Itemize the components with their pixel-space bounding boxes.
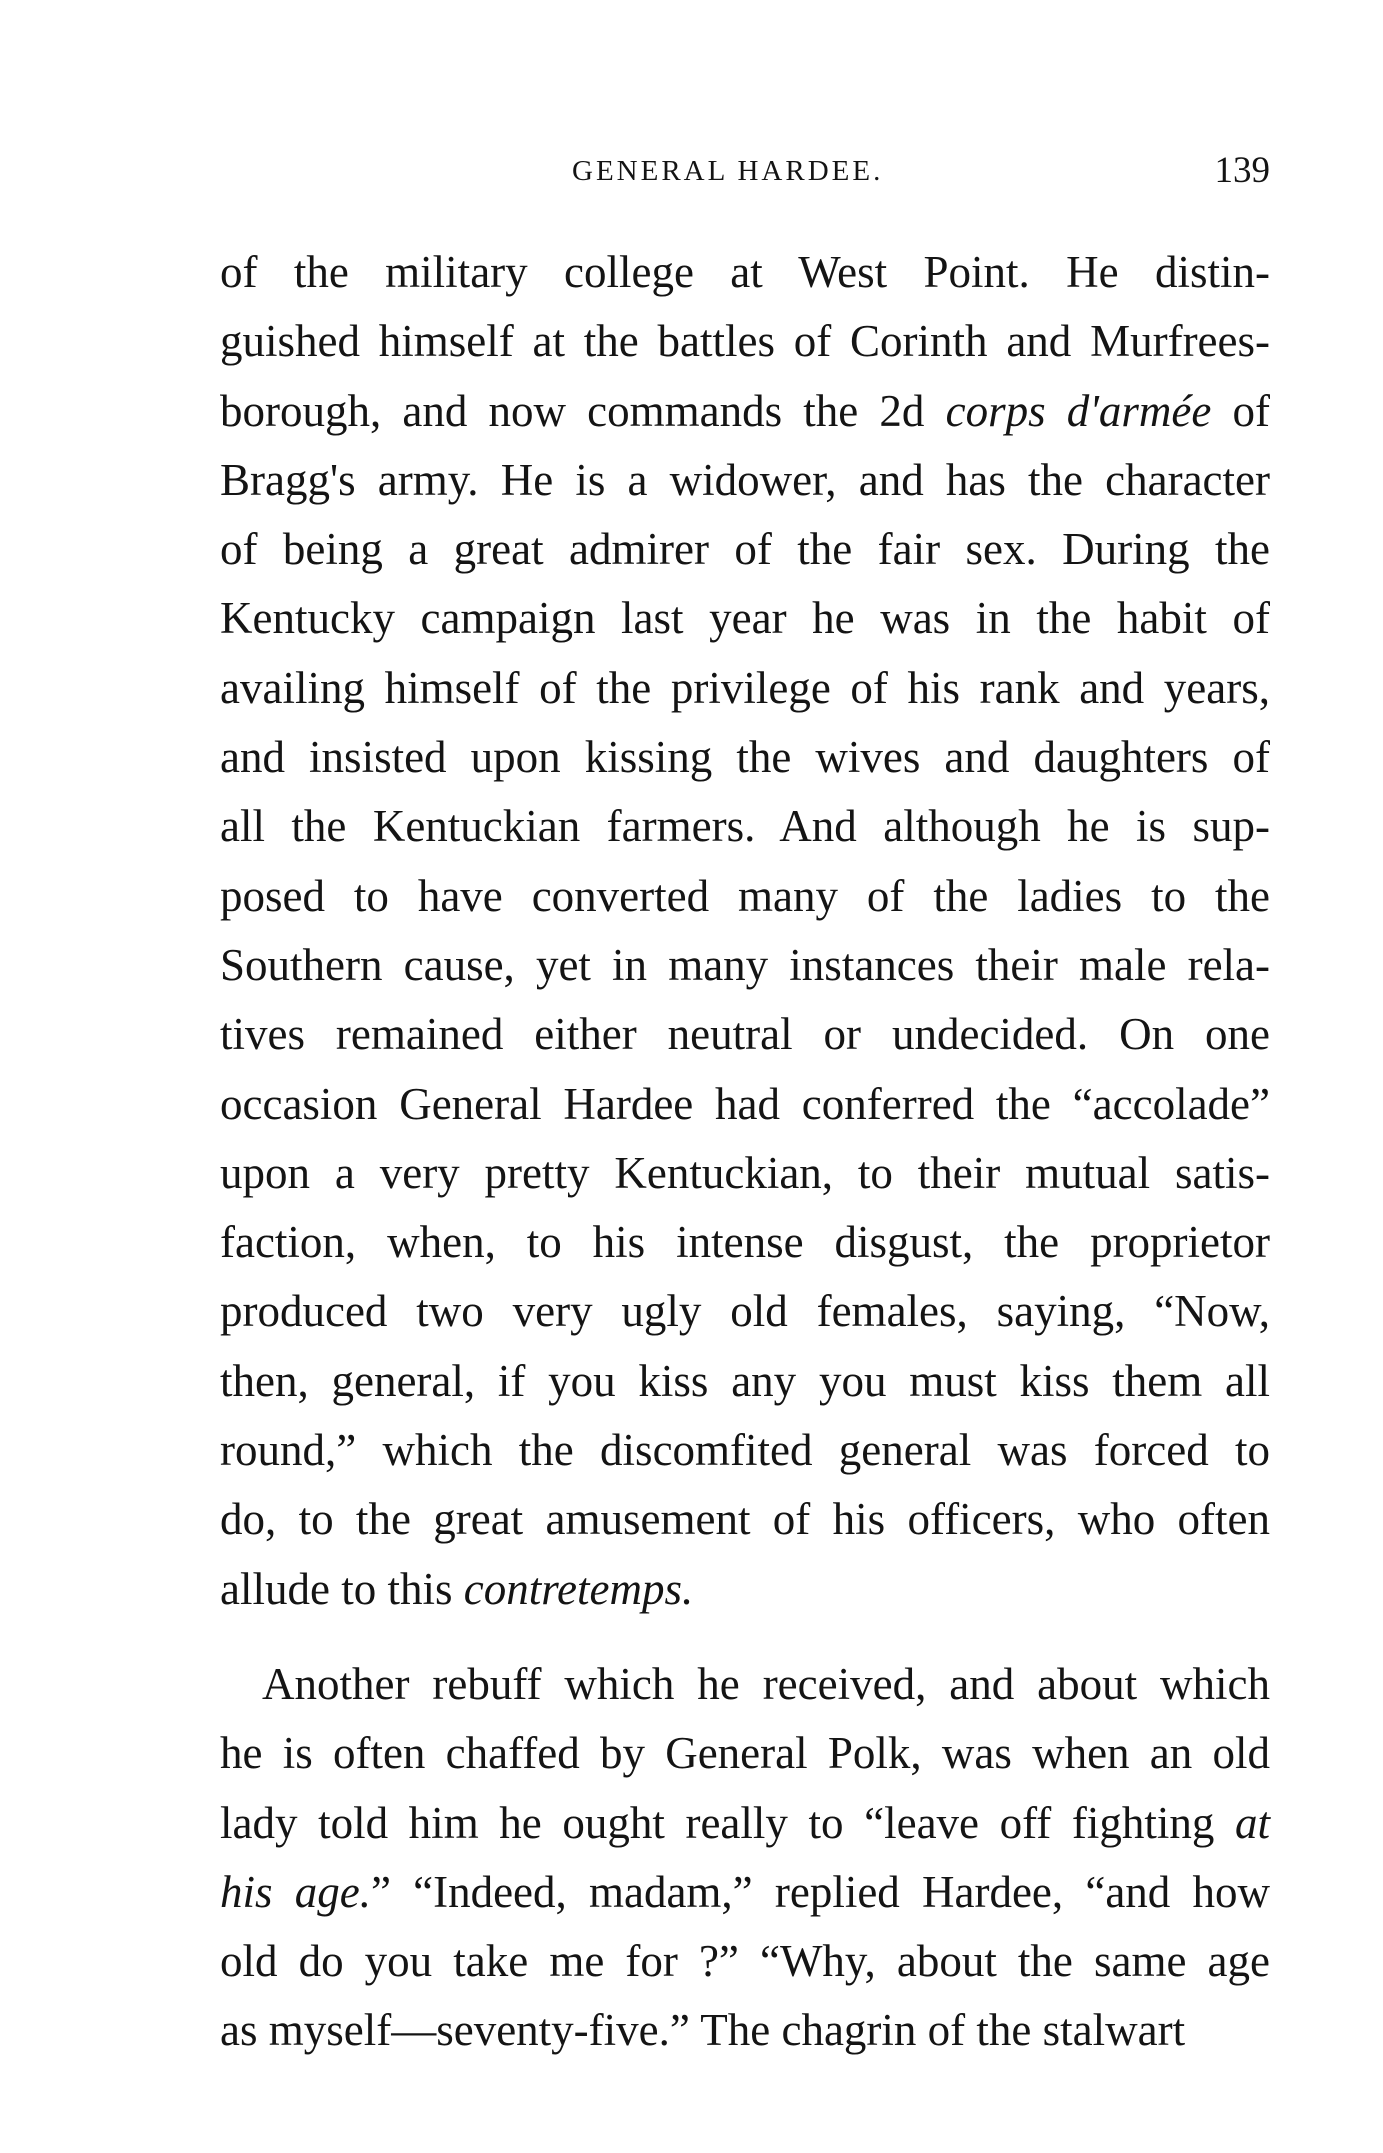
running-title: GENERAL HARDEE. [572, 155, 884, 187]
text-run: and insisted upon kissing the wives and daughters of [220, 732, 1270, 783]
italic-text: at [1234, 1797, 1270, 1848]
text-run: Southern cause, yet in many instances their male rela- [220, 939, 1270, 990]
text-line [220, 1650, 1270, 1719]
text-line [220, 515, 1270, 584]
text-run: availing himself of the privilege of his rank and years, [220, 662, 1270, 713]
text-run: allude to this [220, 1563, 464, 1614]
running-head [220, 146, 1270, 196]
text-run: Another rebuff which he received, and about which [262, 1658, 1270, 1709]
text-line [220, 654, 1270, 723]
italic-text: contretemps. [463, 1563, 694, 1614]
text-line [220, 1996, 1270, 2065]
text-line [220, 377, 1270, 446]
text-run: faction, when, to his intense disgust, the proprietor [220, 1217, 1270, 1268]
text-run: posed to have converted many of the ladies to the [220, 870, 1270, 921]
text-run: he is often chaffed by General Polk, was when an old [220, 1728, 1270, 1779]
text-line [220, 1277, 1270, 1346]
text-run: lady told him he ought really to “leave off fighting [220, 1797, 1235, 1848]
text-run: tives remained either neutral or undecided. On one [220, 1009, 1270, 1060]
text-line [220, 446, 1270, 515]
text-line [220, 584, 1270, 653]
text-line [220, 1789, 1270, 1858]
text-line [220, 307, 1270, 376]
text-run: borough, and now commands the 2d [220, 385, 946, 436]
text-line [220, 1000, 1270, 1069]
text-run: old do you take me for ?” “Why, about the same age [220, 1936, 1270, 1987]
text-line [220, 1858, 1270, 1927]
text-run: then, general, if you kiss any you must kiss them all [220, 1355, 1270, 1406]
text-run: upon a very pretty Kentuckian, to their mutual satis- [220, 1147, 1270, 1198]
text-run: ” “Indeed, madam,” replied Hardee, “and how [370, 1866, 1270, 1917]
text-line [220, 1485, 1270, 1554]
text-line [220, 238, 1270, 307]
text-line [220, 931, 1270, 1000]
italic-text: corps d'armée [945, 385, 1212, 436]
text-run: produced two very ugly old females, saying, “Now, [220, 1286, 1270, 1337]
paragraph-gap [220, 1624, 1270, 1650]
text-line [220, 1208, 1270, 1277]
text-run: of the military college at West Point. He distin- [220, 247, 1270, 297]
text-run: occasion General Hardee had conferred the “accolade” [220, 1078, 1270, 1129]
paragraph [220, 238, 1270, 1624]
text-run: Kentucky campaign last year he was in the habit of [220, 593, 1270, 644]
italic-text: his age. [220, 1866, 371, 1917]
text-run: all the Kentuckian farmers. And although he is sup- [220, 801, 1270, 852]
text-run: Bragg's army. He is a widower, and has the character [220, 454, 1270, 505]
text-line [220, 862, 1270, 931]
text-line [220, 1347, 1270, 1416]
text-run: guished himself at the battles of Corinth and Murfrees- [220, 316, 1270, 367]
text-line [220, 1555, 1270, 1624]
text-line [220, 723, 1270, 792]
body-text [220, 238, 1270, 2066]
text-run: round,” which the discomfited general was forced to [220, 1425, 1270, 1476]
text-run: do, to the great amusement of his officers, who often [220, 1494, 1270, 1545]
page-number: 139 [1214, 150, 1270, 191]
text-line [220, 1070, 1270, 1139]
text-run: of [1211, 385, 1271, 436]
text-line [220, 1927, 1270, 1996]
text-line [220, 792, 1270, 861]
text-line [220, 1719, 1270, 1788]
text-line [220, 1416, 1270, 1485]
text-run: as myself—seventy-five.” The chagrin of the stalwart [220, 2005, 1186, 2056]
text-line [220, 1139, 1270, 1208]
text-run: of being a great admirer of the fair sex. During the [220, 524, 1270, 575]
paragraph [220, 1650, 1270, 2066]
